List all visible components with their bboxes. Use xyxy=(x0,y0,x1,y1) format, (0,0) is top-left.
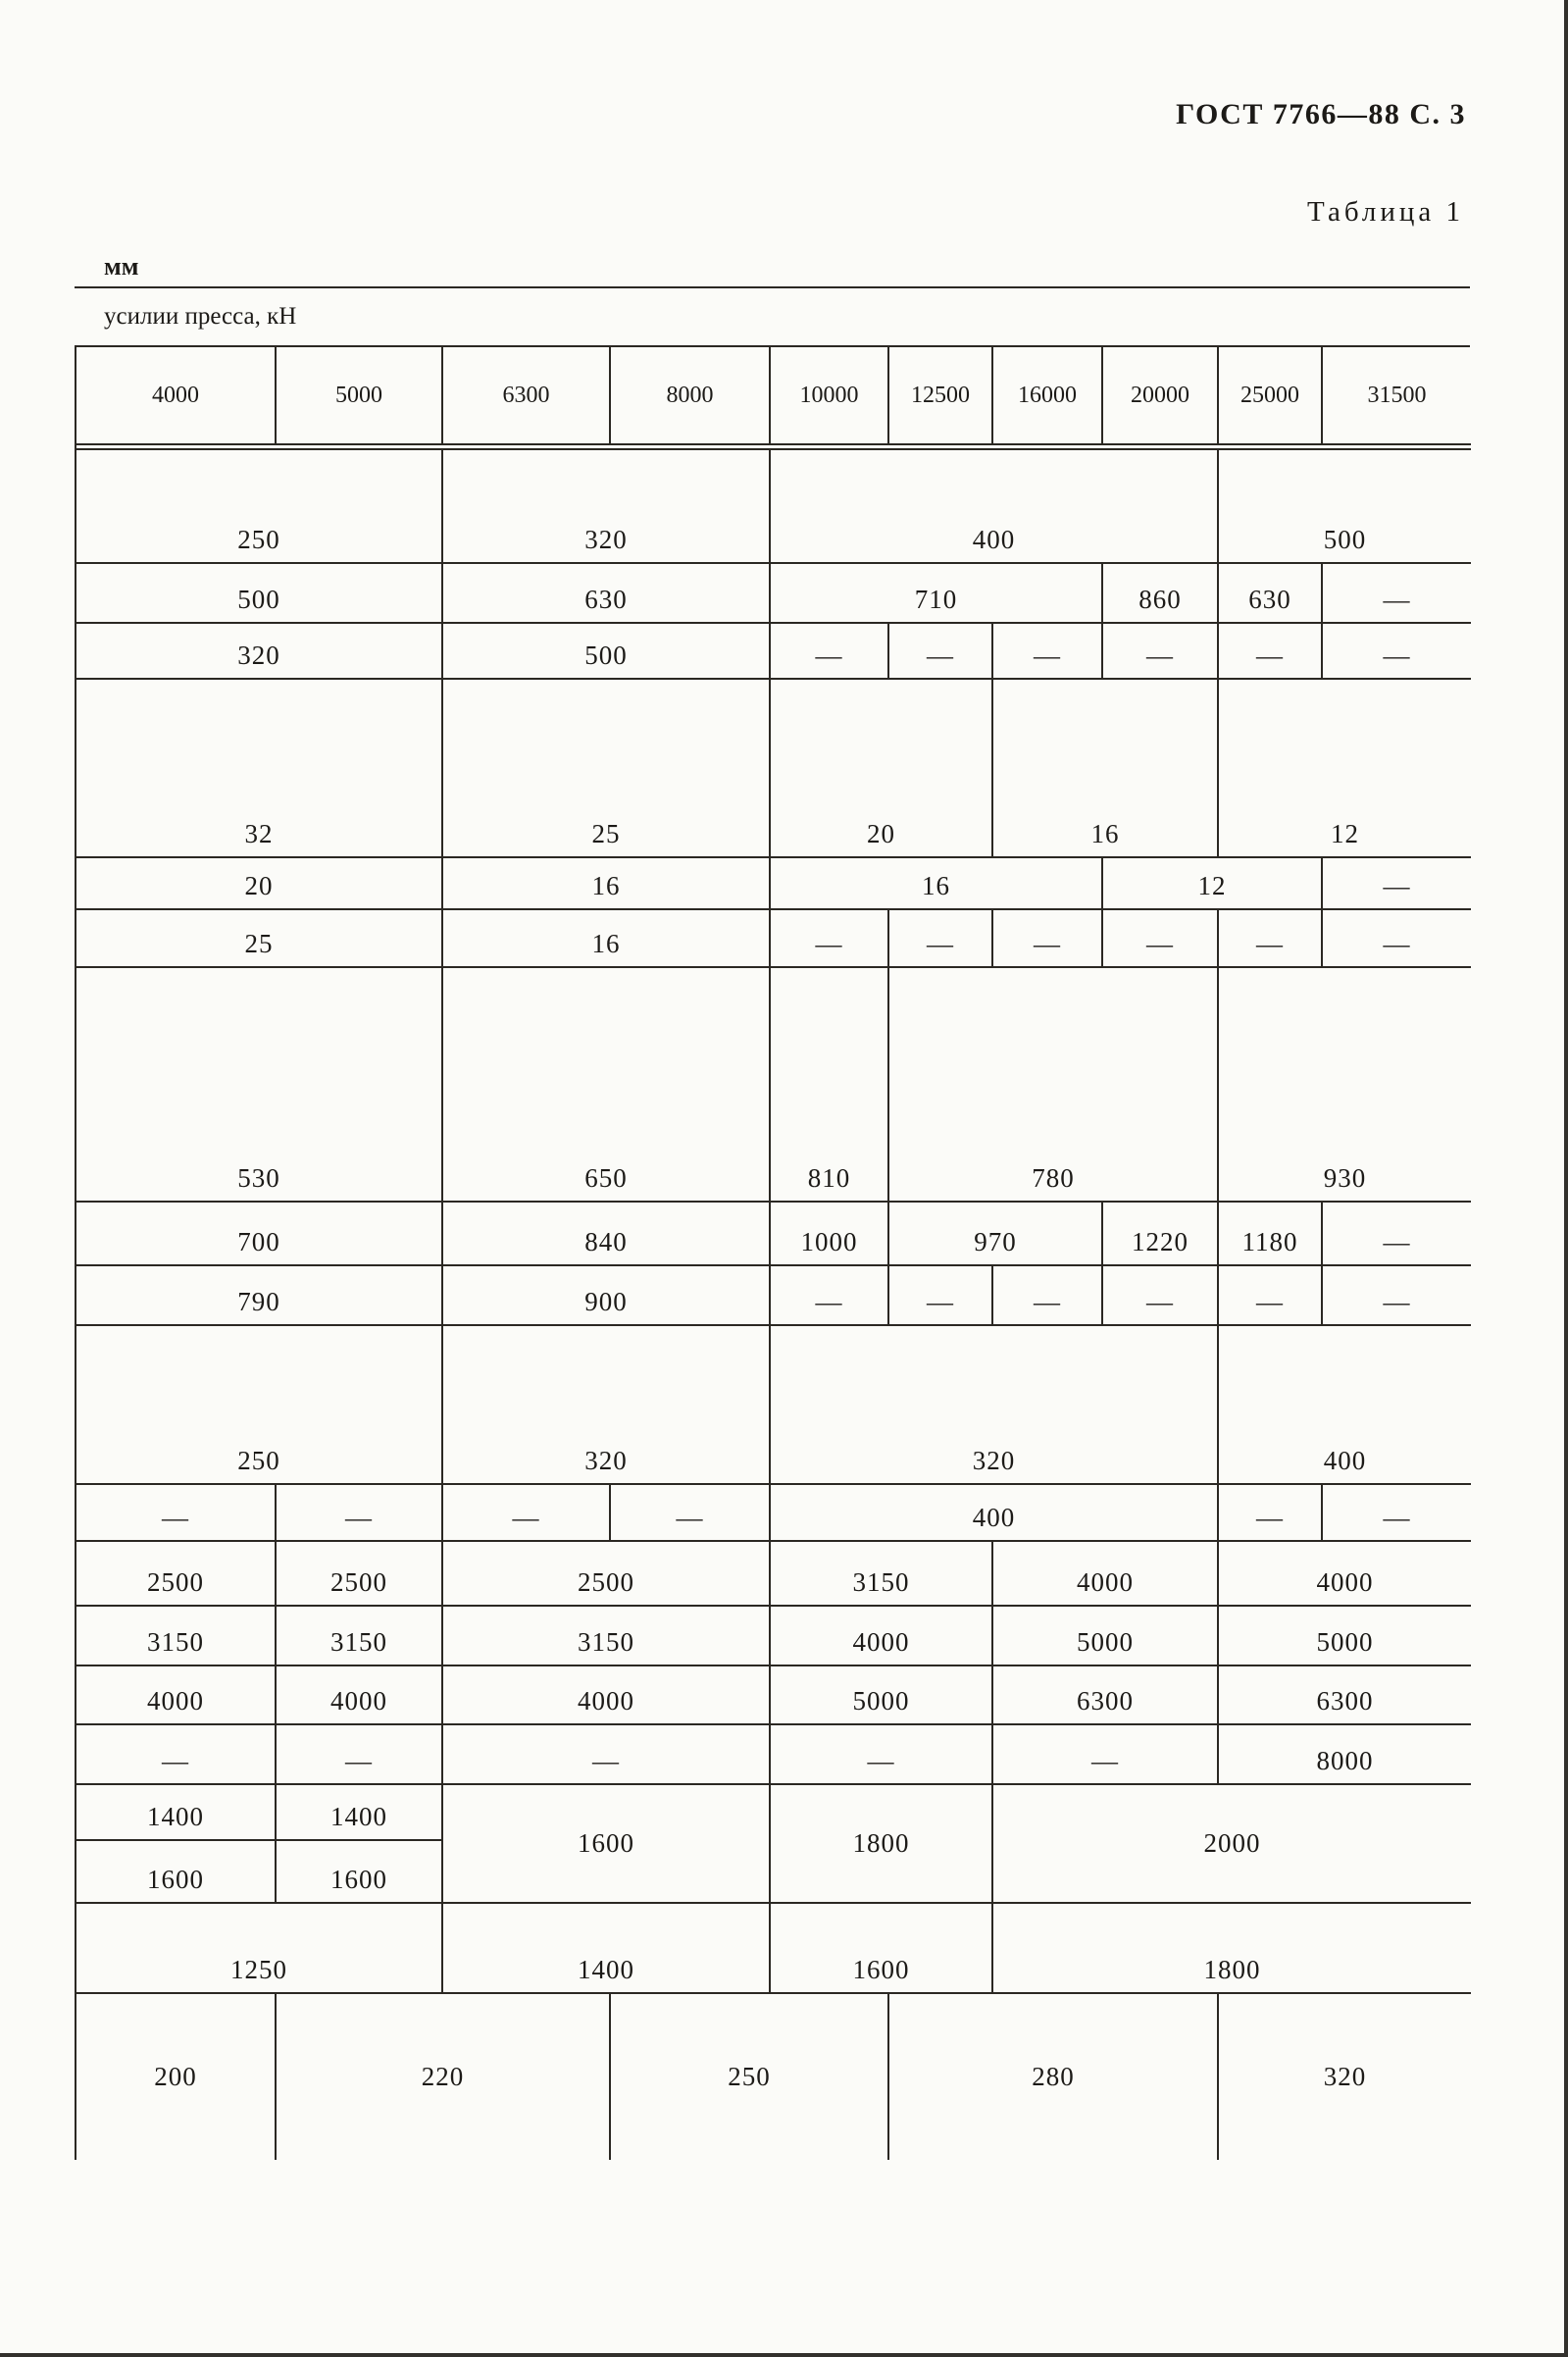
table-cell: 700 xyxy=(76,1202,442,1265)
table-cell: 25 xyxy=(76,909,442,967)
table-cell: 320 xyxy=(442,1325,770,1484)
table-cell-empty: — xyxy=(770,1724,992,1784)
table-cell: 25 xyxy=(442,679,770,857)
table-row xyxy=(76,1202,1471,1265)
table-row xyxy=(76,1903,1471,1993)
table-cell: 500 xyxy=(442,623,770,679)
press-force-group-header: усилии пресса, кН xyxy=(104,303,297,330)
table-cell-empty: — xyxy=(1218,1484,1322,1541)
column-header: 10000 xyxy=(770,347,888,444)
table-cell: 400 xyxy=(770,449,1218,563)
table-cell: 3150 xyxy=(770,1541,992,1606)
table-cell: 900 xyxy=(442,1265,770,1325)
page-header: ГОСТ 7766—88 С. 3 xyxy=(1176,98,1466,130)
table-cell: 710 xyxy=(770,563,1102,623)
table-cell: 970 xyxy=(888,1202,1102,1265)
table-cell: 16 xyxy=(442,857,770,909)
table-row xyxy=(76,1606,1471,1665)
table-row xyxy=(76,1265,1471,1325)
table-cell: 1400 xyxy=(276,1784,442,1840)
table-cell-empty: — xyxy=(1102,1265,1218,1325)
table-row xyxy=(76,449,1471,563)
table-cell-empty: — xyxy=(1102,909,1218,967)
table-area xyxy=(75,251,1470,2160)
table-cell: 1600 xyxy=(770,1903,992,1993)
table-cell-empty: — xyxy=(888,909,992,967)
table-row xyxy=(76,563,1471,623)
column-header-row xyxy=(76,347,1471,444)
table-cell: 320 xyxy=(1218,1993,1471,2160)
table-cell: 1800 xyxy=(770,1784,992,1903)
table-cell: 220 xyxy=(276,1993,610,2160)
table-cell: 20 xyxy=(770,679,992,857)
column-header: 6300 xyxy=(442,347,610,444)
table-cell-empty: — xyxy=(992,1724,1218,1784)
table-cell: 280 xyxy=(888,1993,1218,2160)
table-cell: 16 xyxy=(442,909,770,967)
table-cell-empty: — xyxy=(770,1265,888,1325)
table-cell: 530 xyxy=(76,967,442,1202)
table-cell: 16 xyxy=(992,679,1218,857)
column-header: 5000 xyxy=(276,347,442,444)
unit-label: мм xyxy=(104,252,139,281)
column-header: 4000 xyxy=(76,347,276,444)
table-cell: 2500 xyxy=(442,1541,770,1606)
table-cell-empty: — xyxy=(442,1484,610,1541)
table-cell: 5000 xyxy=(1218,1606,1471,1665)
table-cell-empty: — xyxy=(888,623,992,679)
column-header: 8000 xyxy=(610,347,770,444)
table-cell: 780 xyxy=(888,967,1218,1202)
table-cell: 2000 xyxy=(992,1784,1471,1903)
table-row xyxy=(76,967,1471,1202)
table-cell: 3150 xyxy=(276,1606,442,1665)
table-cell: 650 xyxy=(442,967,770,1202)
table-cell: 1400 xyxy=(442,1903,770,1993)
data-table xyxy=(75,347,1471,2160)
table-cell-empty: — xyxy=(1322,909,1471,967)
table-row xyxy=(76,1665,1471,1724)
table-cell: 12 xyxy=(1218,679,1471,857)
table-cell: 2500 xyxy=(276,1541,442,1606)
table-cell: 4000 xyxy=(770,1606,992,1665)
table-cell-empty: — xyxy=(1322,857,1471,909)
table-cell: 840 xyxy=(442,1202,770,1265)
table-cell-empty: — xyxy=(992,909,1102,967)
table-cell: 500 xyxy=(1218,449,1471,563)
table-cell: 400 xyxy=(1218,1325,1471,1484)
table-cell: 500 xyxy=(76,563,442,623)
table-cell-empty: — xyxy=(1218,1265,1322,1325)
table-cell: 16 xyxy=(770,857,1102,909)
table-cell-empty: — xyxy=(276,1724,442,1784)
table-cell-empty: — xyxy=(992,1265,1102,1325)
column-header: 25000 xyxy=(1218,347,1322,444)
table-cell-empty: — xyxy=(1102,623,1218,679)
table-cell: 1250 xyxy=(76,1903,442,1993)
table-cell-empty: — xyxy=(770,909,888,967)
table-cell: 320 xyxy=(770,1325,1218,1484)
table-row xyxy=(76,1484,1471,1541)
table-row xyxy=(76,679,1471,857)
table-cell-empty: — xyxy=(276,1484,442,1541)
table-cell: 200 xyxy=(76,1993,276,2160)
table-header xyxy=(76,347,1471,444)
table-body xyxy=(76,444,1471,2160)
table-row xyxy=(76,1993,1471,2160)
column-header: 12500 xyxy=(888,347,992,444)
table-cell: 1220 xyxy=(1102,1202,1218,1265)
table-cell: 32 xyxy=(76,679,442,857)
table-cell-empty: — xyxy=(1322,563,1471,623)
table-cell-empty: — xyxy=(1322,1484,1471,1541)
table-cell-empty: — xyxy=(610,1484,770,1541)
table-row xyxy=(76,1784,1471,1840)
column-header: 20000 xyxy=(1102,347,1218,444)
table-cell: 250 xyxy=(76,449,442,563)
table-cell: 930 xyxy=(1218,967,1471,1202)
table-cell: 5000 xyxy=(992,1606,1218,1665)
table-cell: 2500 xyxy=(76,1541,276,1606)
table-cell: 12 xyxy=(1102,857,1322,909)
table-cell: 400 xyxy=(770,1484,1218,1541)
table-cell: 320 xyxy=(76,623,442,679)
table-row xyxy=(76,623,1471,679)
table-cell: 8000 xyxy=(1218,1724,1471,1784)
table-cell: 320 xyxy=(442,449,770,563)
table-cell-empty: — xyxy=(992,623,1102,679)
table-cell: 630 xyxy=(1218,563,1322,623)
table-row xyxy=(76,909,1471,967)
table-cell: 860 xyxy=(1102,563,1218,623)
table-cell: 1400 xyxy=(76,1784,276,1840)
table-cell: 20 xyxy=(76,857,442,909)
table-cell: 5000 xyxy=(770,1665,992,1724)
table-caption: Таблица 1 xyxy=(1306,196,1464,228)
table-cell-empty: — xyxy=(76,1724,276,1784)
table-cell: 1600 xyxy=(276,1840,442,1903)
table-cell: 1600 xyxy=(76,1840,276,1903)
table-row xyxy=(76,857,1471,909)
table-cell: 1000 xyxy=(770,1202,888,1265)
table-cell: 6300 xyxy=(1218,1665,1471,1724)
table-cell: 4000 xyxy=(992,1541,1218,1606)
table-cell: 3150 xyxy=(442,1606,770,1665)
table-cell: 1800 xyxy=(992,1903,1471,1993)
table-cell: 4000 xyxy=(76,1665,276,1724)
table-cell-empty: — xyxy=(1218,623,1322,679)
table-cell-empty: — xyxy=(1218,909,1322,967)
table-cell-empty: — xyxy=(76,1484,276,1541)
table-cell-empty: — xyxy=(1322,623,1471,679)
table-row xyxy=(76,1325,1471,1484)
table-cell: 1180 xyxy=(1218,1202,1322,1265)
table-cell-empty: — xyxy=(770,623,888,679)
table-cell: 4000 xyxy=(276,1665,442,1724)
table-row xyxy=(76,1541,1471,1606)
table-cell: 3150 xyxy=(76,1606,276,1665)
table-cell: 250 xyxy=(76,1325,442,1484)
table-cell: 630 xyxy=(442,563,770,623)
table-cell: 790 xyxy=(76,1265,442,1325)
table-cell: 4000 xyxy=(442,1665,770,1724)
column-header: 31500 xyxy=(1322,347,1471,444)
table-cell-empty: — xyxy=(1322,1202,1471,1265)
column-header: 16000 xyxy=(992,347,1102,444)
table-cell: 810 xyxy=(770,967,888,1202)
table-cell-empty: — xyxy=(888,1265,992,1325)
table-cell: 6300 xyxy=(992,1665,1218,1724)
table-cell: 1600 xyxy=(442,1784,770,1903)
table-cell: 4000 xyxy=(1218,1541,1471,1606)
table-cell: 250 xyxy=(610,1993,888,2160)
table-cell-empty: — xyxy=(1322,1265,1471,1325)
table-cell-empty: — xyxy=(442,1724,770,1784)
table-row xyxy=(76,1724,1471,1784)
